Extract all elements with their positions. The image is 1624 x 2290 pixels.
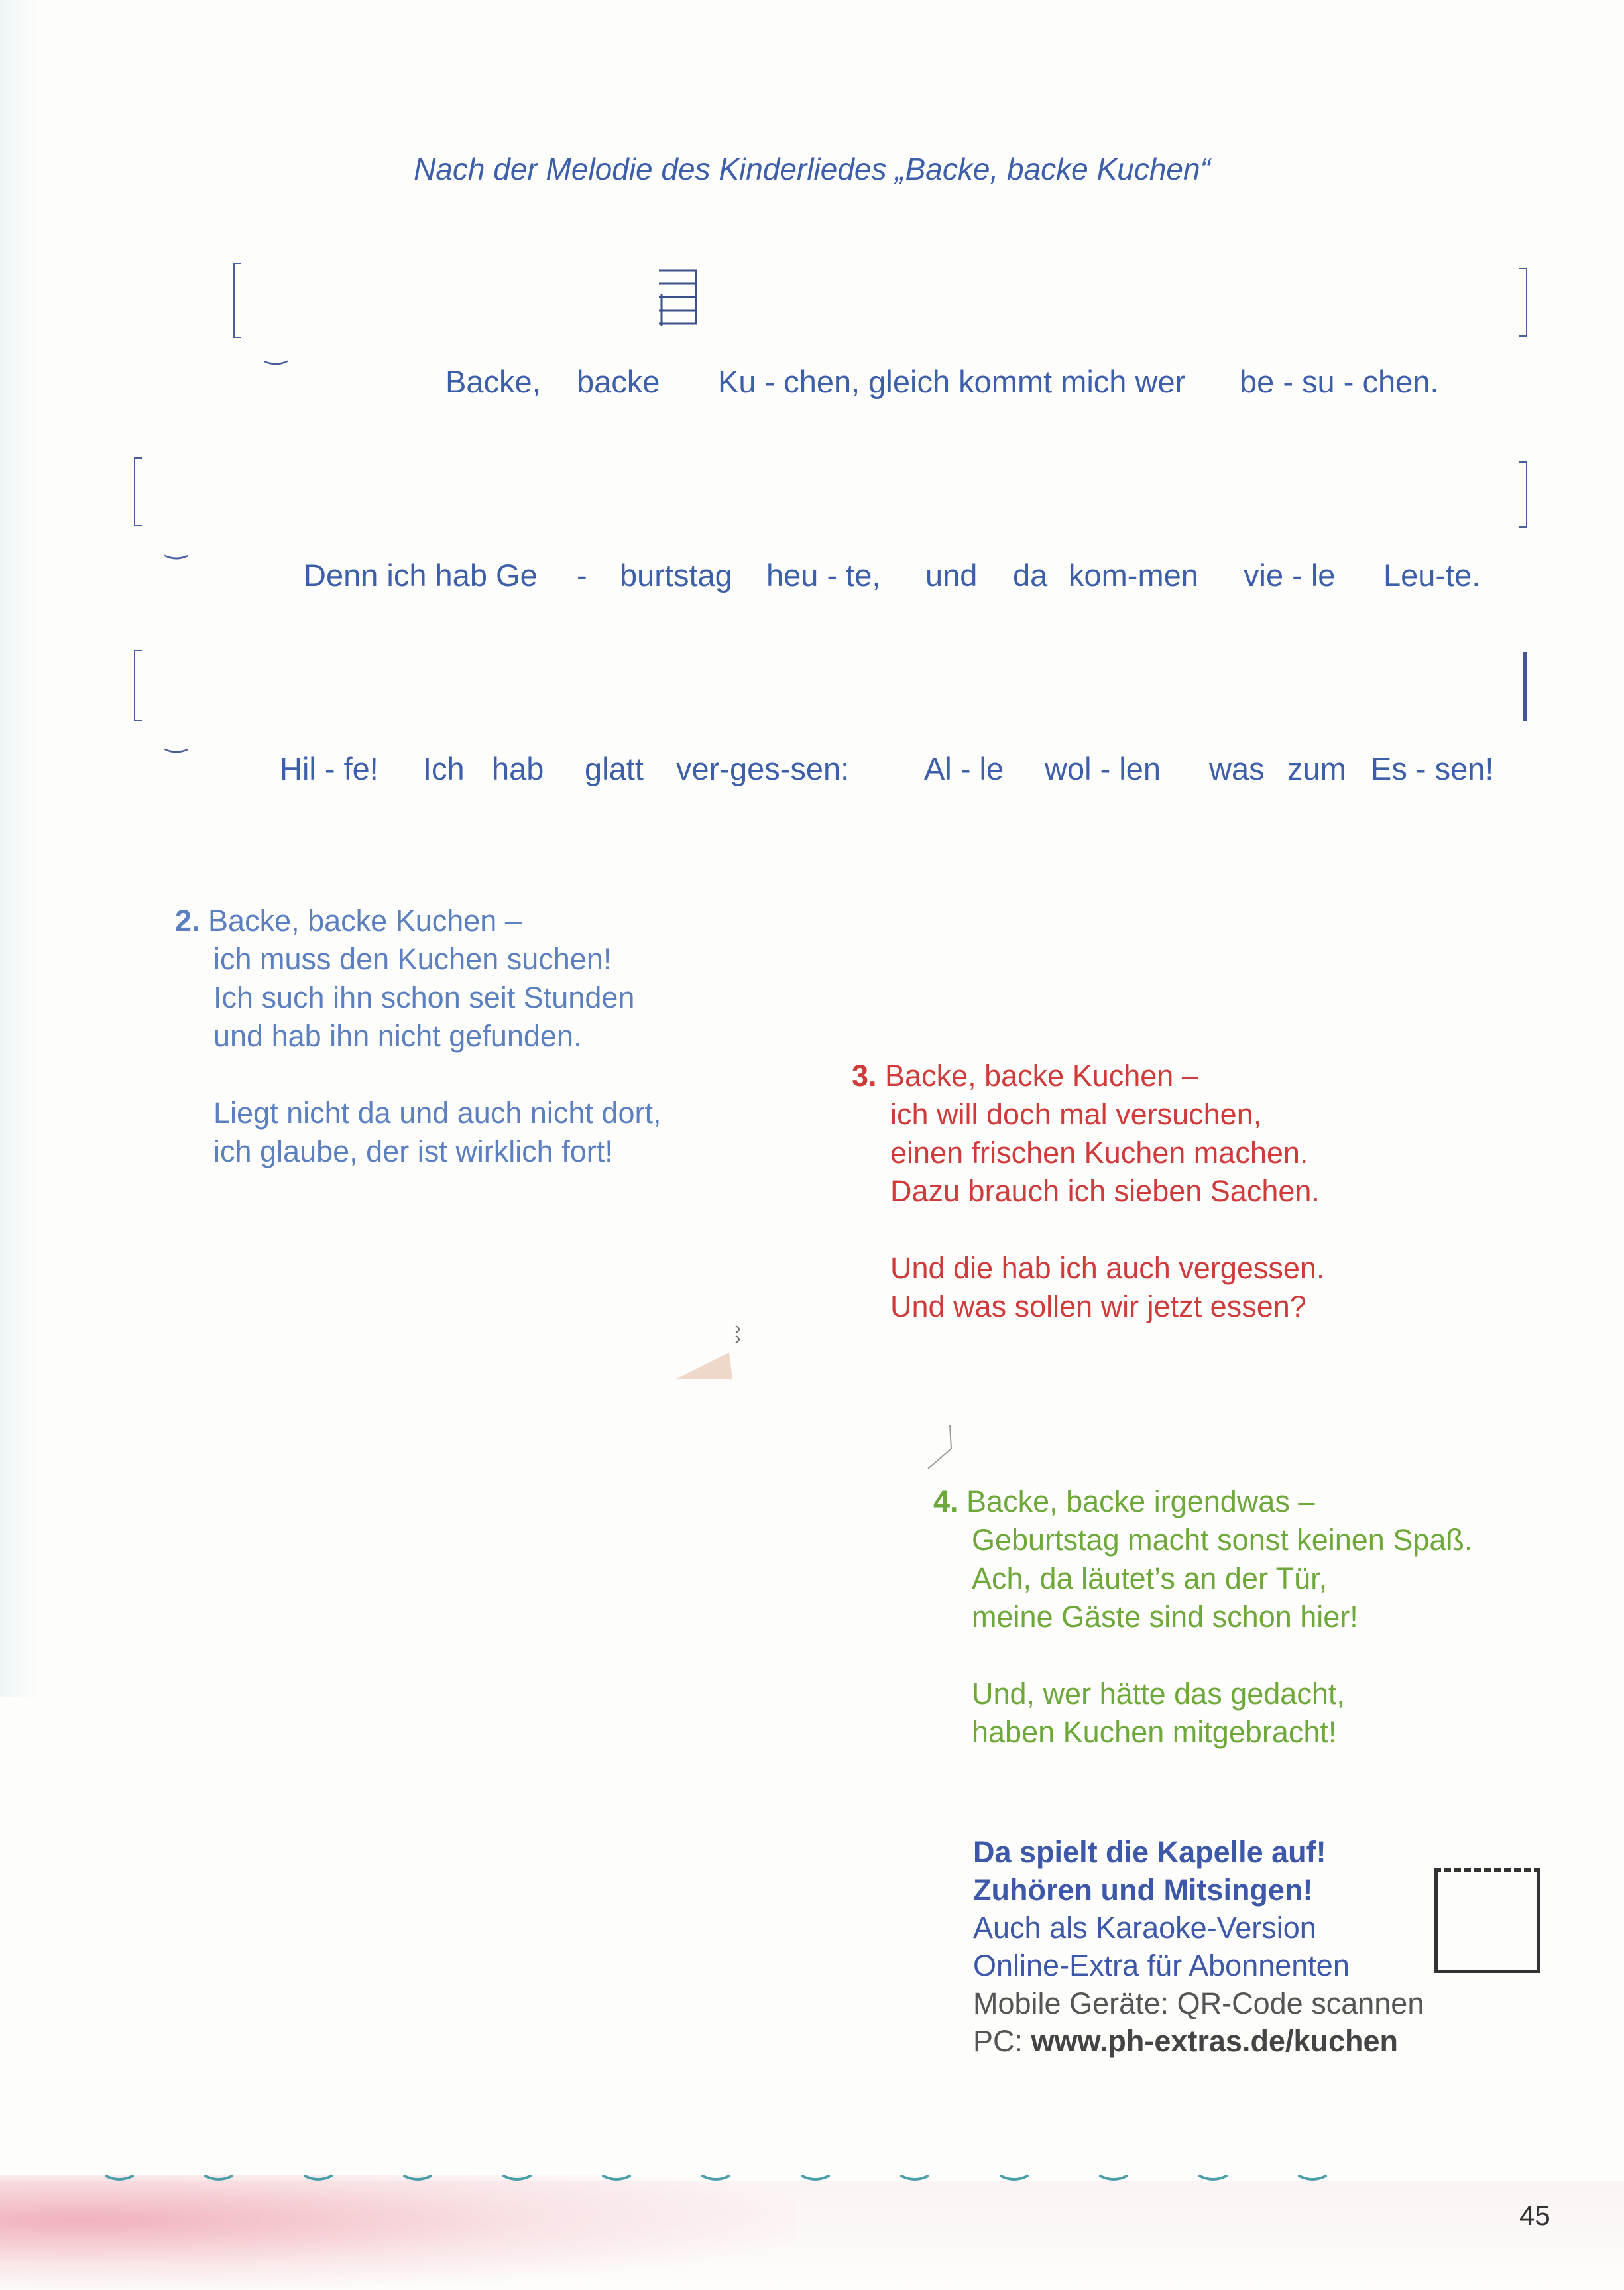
- verse-line: ich will doch mal versuchen,: [890, 1097, 1262, 1131]
- watercolor-wash: [0, 2175, 795, 2290]
- lyric-word: Ku - chen, gleich kommt mich wer: [718, 364, 1186, 399]
- lyric-word: Denn ich hab Ge: [304, 558, 538, 593]
- melody-subtitle: Nach der Melodie des Kinderliedes „Backe, backe Kuchen“: [414, 152, 1210, 186]
- note-glyph-icon: [658, 268, 699, 328]
- sketch-doodle-icon: [925, 1419, 958, 1472]
- extras-link[interactable]: www.ph-extras.de/kuchen: [1031, 2024, 1399, 2058]
- lyric-word: Leu-te.: [1383, 558, 1481, 593]
- lyric-word: Al - le: [924, 751, 1004, 786]
- verse-3: [852, 1057, 1324, 1326]
- lyric-word: Ich: [423, 751, 465, 786]
- wave-decoration: [99, 2168, 1392, 2188]
- system-bracket-right: [1519, 268, 1527, 337]
- lyric-word: zum: [1287, 751, 1346, 786]
- system-bracket-left: [134, 457, 142, 526]
- verse-line: Backe, backe Kuchen –: [885, 1059, 1198, 1093]
- page-number: 45: [1519, 2200, 1550, 2231]
- final-barline: [1523, 652, 1527, 721]
- page-edge-tint: [0, 0, 40, 1697]
- info-line: Online-Extra für Abonnenten: [973, 1949, 1350, 1982]
- lyric-word: be - su - chen.: [1240, 364, 1439, 399]
- lyric-word: wol - len: [1045, 751, 1161, 786]
- qr-code-placeholder-icon[interactable]: [1434, 1868, 1540, 1973]
- lyric-word: heu - te,: [766, 558, 881, 593]
- system-bracket-left: [233, 263, 241, 338]
- slur-mark: ‿: [166, 530, 188, 559]
- verse-line: Ich such ihn schon seit Stunden: [213, 981, 635, 1014]
- lyric-word: burtstag: [620, 558, 732, 593]
- verse-line: ich muss den Kuchen suchen!: [213, 942, 612, 976]
- verse-line: Backe, backe irgendwas –: [966, 1484, 1315, 1518]
- slur-mark: ‿: [265, 335, 287, 365]
- verse-line: ich glaube, der ist wirklich fort!: [213, 1134, 613, 1168]
- verse-line: Und die hab ich auch vergessen.: [890, 1251, 1325, 1285]
- verse-line: Und, wer hätte das gedacht,: [972, 1677, 1345, 1711]
- lyric-word: kom-men: [1069, 558, 1198, 593]
- lyric-word: und: [925, 558, 978, 593]
- verse-4: [933, 1482, 1472, 1752]
- verse-line: Ach, da läutet’s an der Tür,: [972, 1561, 1328, 1595]
- info-line: Mobile Geräte: QR-Code scannen: [973, 1986, 1424, 2020]
- lyric-word: vie - le: [1244, 558, 1336, 593]
- sketch-doodle-icon: [669, 1299, 749, 1386]
- info-headline: Zuhören und Mitsingen!: [973, 1873, 1313, 1907]
- slur-mark: ‿: [166, 723, 188, 753]
- lyric-word: was: [1209, 751, 1265, 786]
- lyric-word: Es - sen!: [1371, 751, 1494, 786]
- lyric-word: -: [577, 558, 587, 593]
- audio-extra-info: [973, 1833, 1424, 2060]
- verse-line: Und was sollen wir jetzt essen?: [890, 1290, 1306, 1323]
- lyric-word: Backe,: [445, 364, 541, 399]
- lyric-word: hab: [492, 751, 544, 786]
- lyric-word: ver-ges-sen:: [676, 751, 850, 786]
- lyric-word: Hil - fe!: [280, 751, 378, 786]
- info-line: Auch als Karaoke-Version: [973, 1911, 1316, 1945]
- verse-number: 4.: [933, 1484, 958, 1518]
- verse-line: und hab ihn nicht gefunden.: [213, 1019, 582, 1053]
- verse-line: Geburtstag macht sonst keinen Spaß.: [972, 1523, 1473, 1557]
- verse-number: 3.: [852, 1059, 877, 1093]
- verse-gap: [933, 1636, 1472, 1675]
- lyric-word: backe: [577, 364, 660, 399]
- verse-2: [175, 902, 661, 1171]
- verse-line: meine Gäste sind schon hier!: [972, 1600, 1358, 1634]
- pc-label: PC:: [973, 2024, 1031, 2058]
- lyric-word: da: [1013, 558, 1048, 593]
- lyric-word: glatt: [585, 751, 644, 786]
- verse-line: Liegt nicht da und auch nicht dort,: [213, 1096, 662, 1130]
- verse-line: haben Kuchen mitgebracht!: [972, 1715, 1337, 1749]
- system-bracket-left: [134, 650, 142, 721]
- info-url-line: [973, 2022, 1424, 2060]
- verse-gap: [852, 1211, 1324, 1249]
- info-headline: Da spielt die Kapelle auf!: [973, 1835, 1326, 1869]
- verse-number: 2.: [175, 904, 200, 937]
- verse-line: Backe, backe Kuchen –: [208, 904, 522, 937]
- verse-line: einen frischen Kuchen machen.: [890, 1136, 1308, 1170]
- verse-gap: [175, 1055, 661, 1094]
- system-bracket-right: [1519, 461, 1527, 528]
- verse-line: Dazu brauch ich sieben Sachen.: [890, 1174, 1320, 1208]
